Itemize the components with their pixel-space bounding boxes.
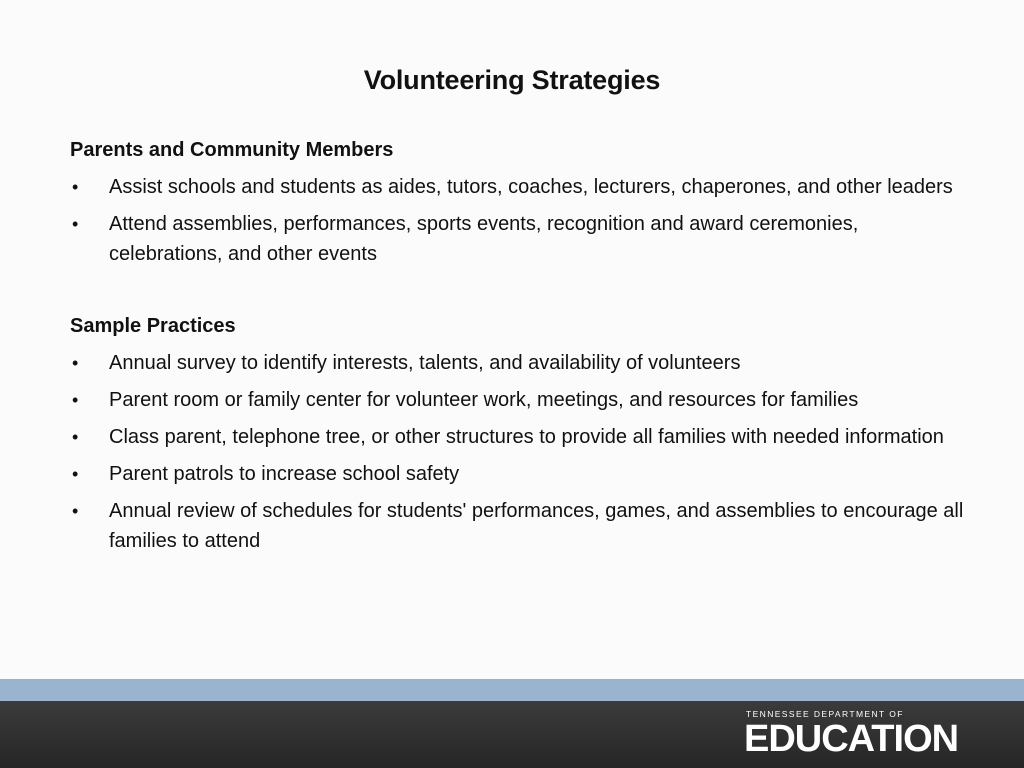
bullet-text: Assist schools and students as aides, tutors, coaches, lecturers, chaperones, and other leaders xyxy=(109,176,953,198)
bullet-text: Parent room or family center for volunteer work, meetings, and resources for families xyxy=(109,389,859,411)
logo-department-text: TENNESSEE DEPARTMENT OF xyxy=(746,709,904,719)
bullet-list-parents xyxy=(70,172,970,269)
section-heading-sample-practices: Sample Practices xyxy=(70,315,236,337)
slide-body xyxy=(70,135,970,556)
accent-stripe xyxy=(0,679,1024,701)
bullet-dot-icon: • xyxy=(72,214,79,234)
bullet-item xyxy=(70,385,970,415)
slide-title: Volunteering Strategies xyxy=(363,65,661,95)
tn-education-logo xyxy=(744,709,994,759)
bullet-text: Annual survey to identify interests, talents, and availability of volunteers xyxy=(109,352,741,374)
bullet-text: Attend assemblies, performances, sports events, recognition and award ceremonies, celebrations, and other events xyxy=(109,213,859,265)
bullet-item xyxy=(70,348,970,378)
bullet-dot-icon: • xyxy=(72,353,79,373)
section-spacer xyxy=(70,269,970,311)
bullet-list-sample-practices xyxy=(70,348,970,556)
bullet-item xyxy=(70,422,970,452)
bullet-dot-icon: • xyxy=(72,177,79,197)
bullet-item xyxy=(70,209,970,269)
bullet-dot-icon: • xyxy=(72,501,79,521)
bullet-text: Parent patrols to increase school safety xyxy=(109,463,460,485)
bullet-text: Class parent, telephone tree, or other structures to provide all families with needed information xyxy=(109,426,944,448)
bullet-dot-icon: • xyxy=(72,427,79,447)
bullet-item xyxy=(70,459,970,489)
logo-education-text: EDUCATION xyxy=(744,718,959,760)
bullet-dot-icon: • xyxy=(72,464,79,484)
bullet-dot-icon: • xyxy=(72,390,79,410)
bullet-text: Annual review of schedules for students' performances, games, and assemblies to encourage all families to attend xyxy=(109,500,964,552)
bullet-item xyxy=(70,172,970,202)
bullet-item xyxy=(70,496,970,556)
section-heading-parents: Parents and Community Members xyxy=(70,139,394,161)
